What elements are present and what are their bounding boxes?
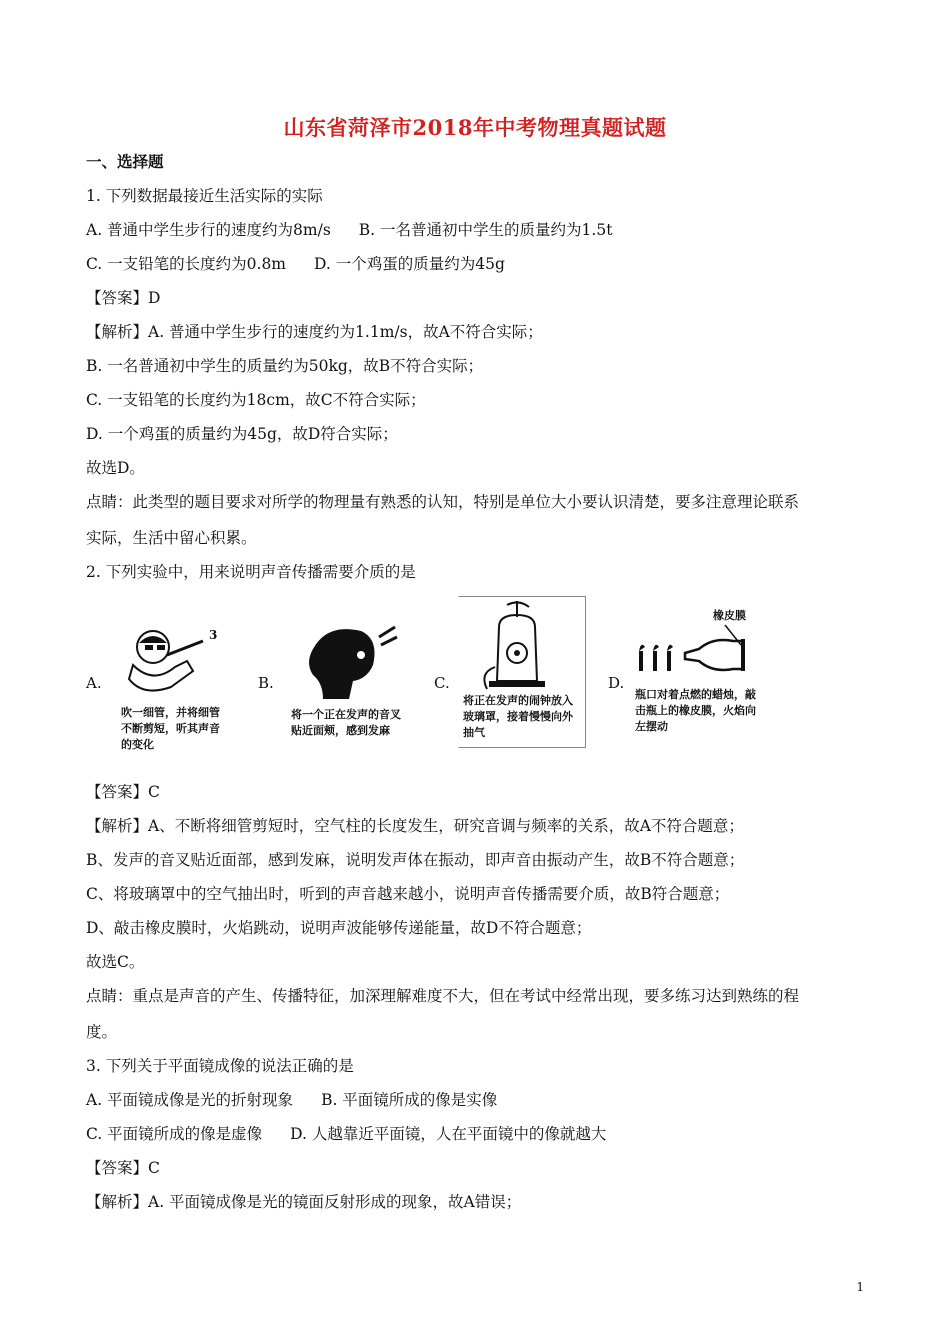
- q3-option-c: C. 平面镜所成的像是虚像: [86, 1125, 263, 1143]
- q3-options-row2: [86, 1124, 606, 1144]
- page-title: 山东省菏泽市2018年中考物理真题试题: [283, 115, 667, 140]
- q3-options-row1: [86, 1090, 497, 1110]
- q2-figure-row: [86, 596, 786, 756]
- q2-answer: 【答案】C: [86, 783, 160, 801]
- q3-option-a: A. 平面镜成像是光的折射现象: [86, 1091, 294, 1109]
- q2-figure-c: [458, 596, 586, 748]
- q2-explanation-d: D、敲击橡皮膜时，火焰跳动，说明声波能够传递能量，故D不符合题意；: [86, 919, 592, 937]
- q2-label-a: A.: [86, 674, 102, 692]
- q2-caption-c: 将正在发声的闹钟放入玻璃罩，接着慢慢向外抽气: [463, 694, 573, 739]
- q2-note-line1: 点睛：重点是声音的产生、传播特征，加深理解难度不大，但在考试中经常出现，要多练习达到熟练的程: [86, 987, 800, 1005]
- q1-option-b: B. 一名普通初中学生的质量约为1.5t: [358, 221, 613, 239]
- q2-figure-d: [632, 606, 764, 748]
- q1-note-line1: 点睛：此类型的题目要求对所学的物理量有熟悉的认知，特别是单位大小要认识清楚，要多注意理论联系: [86, 493, 800, 511]
- q1-explanation-b: B. 一名普通初中学生的质量约为50kg，故B不符合实际；: [86, 357, 484, 375]
- q2-figure-d-label: 橡皮膜: [713, 609, 746, 622]
- q3-option-b: B. 平面镜所成的像是实像: [321, 1091, 498, 1109]
- q3-option-d: D. 人越靠近平面镜，人在平面镜中的像就越大: [290, 1125, 607, 1143]
- q1-option-d: D. 一个鸡蛋的质量约为45g: [314, 255, 505, 273]
- q1-options-row1: [86, 220, 612, 240]
- q2-explanation-a: 【解析】A、不断将细管剪短时，空气柱的长度发生，研究音调与频率的关系，故A不符合题意；: [86, 817, 744, 835]
- q2-note-line2: 度。: [86, 1023, 118, 1041]
- section-heading: 一、选择题: [86, 152, 164, 171]
- q3-explanation-a: 【解析】A. 平面镜成像是光的镜面反射形成的现象，故A错误；: [86, 1193, 522, 1211]
- q1-explanation-a: 【解析】A. 普通中学生步行的速度约为1.1m/s，故A不符合实际；: [86, 323, 543, 341]
- q2-choose: 故选C。: [86, 953, 145, 971]
- q3-stem: 3. 下列关于平面镜成像的说法正确的是: [86, 1057, 354, 1075]
- q1-options-row2: [86, 254, 505, 274]
- q2-label-d: D.: [608, 674, 625, 692]
- q2-label-c: C.: [434, 674, 450, 692]
- q1-option-a: A. 普通中学生步行的速度约为8m/s: [86, 221, 331, 239]
- q2-explanation-c: C、将玻璃罩中的空气抽出时，听到的声音越来越小，说明声音传播需要介质，故B符合题意；: [86, 885, 730, 903]
- q1-choose: 故选D。: [86, 459, 145, 477]
- q1-stem: 1. 下列数据最接近生活实际的实际: [86, 187, 323, 205]
- q1-answer: 【答案】D: [86, 289, 161, 307]
- q2-explanation-b: B、发声的音叉贴近面部，感到发麻，说明发声体在振动，即声音由振动产生，故B不符合题意；: [86, 851, 745, 869]
- q1-option-c: C. 一支铅笔的长度约为0.8m: [86, 255, 287, 273]
- svg-text:3: 3: [209, 628, 218, 642]
- q2-caption-b: 将一个正在发声的音叉贴近面颊，感到发麻: [291, 708, 401, 737]
- page-number: 1: [856, 1280, 864, 1294]
- q2-label-b: B.: [258, 674, 274, 692]
- q2-figure-b: [282, 618, 408, 752]
- q2-caption-d: 瓶口对着点燃的蜡烛，敲击瓶上的橡皮膜，火焰向左摆动: [635, 688, 756, 733]
- q2-figure-a: [112, 614, 234, 750]
- q2-stem: 2. 下列实验中，用来说明声音传播需要介质的是: [86, 563, 416, 581]
- q1-explanation-c: C. 一支铅笔的长度约为18cm，故C不符合实际；: [86, 391, 426, 409]
- q2-caption-a: 吹一细管，并将细管不断剪短，听其声音的变化: [121, 706, 220, 751]
- q1-note-line2: 实际，生活中留心积累。: [86, 529, 257, 547]
- q3-answer: 【答案】C: [86, 1159, 160, 1177]
- q1-explanation-d: D. 一个鸡蛋的质量约为45g，故D符合实际；: [86, 425, 398, 443]
